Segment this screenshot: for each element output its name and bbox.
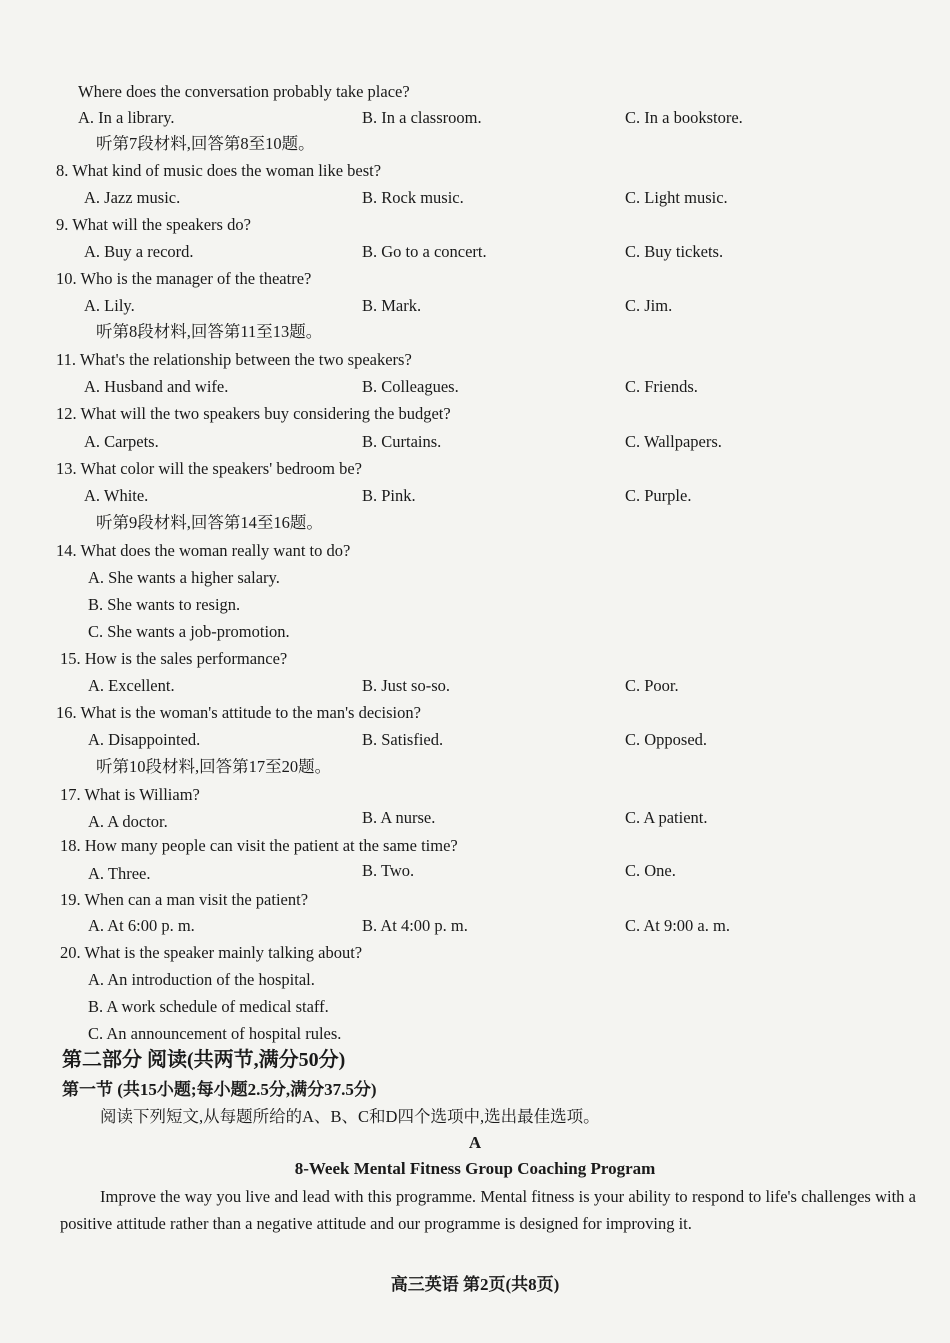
q8-option-c: C. Light music.	[625, 188, 728, 207]
q19-option-b: B. At 4:00 p. m.	[362, 916, 468, 935]
question-7-stem: Where does the conversation probably take place?	[78, 82, 410, 101]
q18-option-b: B. Two.	[362, 861, 415, 880]
material-9-instruction: 听第9段材料,回答第14至16题。	[96, 513, 323, 532]
question-15-stem: 15. How is the sales performance?	[60, 649, 288, 668]
q7-option-c: C. In a bookstore.	[625, 108, 743, 127]
q12-option-a: A. Carpets.	[84, 432, 159, 451]
question-18-stem: 18. How many people can visit the patient at the same time?	[60, 836, 458, 855]
q18-option-c: C. One.	[625, 861, 676, 880]
page-footer: 高三英语 第2页(共8页)	[390, 1275, 560, 1294]
question-11-stem: 11. What's the relationship between the two speakers?	[56, 350, 412, 369]
q12-option-c: C. Wallpapers.	[625, 432, 722, 451]
q8-option-a: A. Jazz music.	[84, 188, 181, 207]
question-12-stem: 12. What will the two speakers buy considering the budget?	[56, 404, 451, 423]
q16-option-b: B. Satisfied.	[362, 730, 444, 749]
q20-option-c: C. An announcement of hospital rules.	[88, 1024, 342, 1043]
q10-option-b: B. Mark.	[362, 296, 422, 315]
q11-option-a: A. Husband and wife.	[84, 377, 229, 396]
q13-option-b: B. Pink.	[362, 486, 416, 505]
q7-option-a: A. In a library.	[78, 108, 175, 127]
q12-option-b: B. Curtains.	[362, 432, 442, 451]
q17-option-b: B. A nurse.	[362, 808, 436, 827]
q19-option-c: C. At 9:00 a. m.	[625, 916, 730, 935]
q7-option-b: B. In a classroom.	[362, 108, 482, 127]
q8-option-b: B. Rock music.	[362, 188, 464, 207]
question-13-stem: 13. What color will the speakers' bedroom be?	[56, 459, 362, 478]
q14-option-c: C. She wants a job-promotion.	[88, 622, 290, 641]
q15-option-b: B. Just so-so.	[362, 676, 451, 695]
question-19-stem: 19. When can a man visit the patient?	[60, 890, 309, 909]
q15-option-c: C. Poor.	[625, 676, 679, 695]
passage-paragraph: Improve the way you live and lead with this programme. Mental fitness is your ability to respond to life's challenges with a positive attitude rather than a negative attitude and our programme is designed for improving it.	[60, 1187, 916, 1233]
q11-option-b: B. Colleagues.	[362, 377, 459, 396]
q13-option-c: C. Purple.	[625, 486, 692, 505]
q16-option-c: C. Opposed.	[625, 730, 708, 749]
material-10-instruction: 听第10段材料,回答第17至20题。	[96, 757, 332, 776]
material-8-instruction: 听第8段材料,回答第11至13题。	[96, 322, 323, 341]
q17-option-c: C. A patient.	[625, 808, 708, 827]
material-7-instruction: 听第7段材料,回答第8至10题。	[96, 134, 315, 153]
q20-option-a: A. An introduction of the hospital.	[88, 970, 315, 989]
q16-option-a: A. Disappointed.	[88, 730, 201, 749]
q14-option-b: B. She wants to resign.	[88, 595, 241, 614]
q9-option-c: C. Buy tickets.	[625, 242, 724, 261]
section-one-heading: 第一节 (共15小题;每小题2.5分,满分37.5分)	[62, 1080, 377, 1099]
question-20-stem: 20. What is the speaker mainly talking about?	[60, 943, 363, 962]
question-14-stem: 14. What does the woman really want to do?	[56, 541, 351, 560]
q13-option-a: A. White.	[84, 486, 149, 505]
part-two-heading: 第二部分 阅读(共两节,满分50分)	[62, 1049, 346, 1071]
q19-option-a: A. At 6:00 p. m.	[88, 916, 195, 935]
passage-title: 8-Week Mental Fitness Group Coaching Program	[294, 1159, 656, 1178]
reading-instruction: 阅读下列短文,从每题所给的A、B、C和D四个选项中,选出最佳选项。	[100, 1107, 600, 1126]
q10-option-a: A. Lily.	[84, 296, 135, 315]
question-16-stem: 16. What is the woman's attitude to the man's decision?	[56, 703, 421, 722]
q14-option-a: A. She wants a higher salary.	[88, 568, 280, 587]
q10-option-c: C. Jim.	[625, 296, 673, 315]
question-17-stem: 17. What is William?	[60, 785, 200, 804]
q17-option-a: A. A doctor.	[88, 812, 168, 831]
question-10-stem: 10. Who is the manager of the theatre?	[56, 269, 312, 288]
q15-option-a: A. Excellent.	[88, 676, 175, 695]
passage-label: A	[468, 1133, 482, 1152]
q20-option-b: B. A work schedule of medical staff.	[88, 997, 329, 1016]
q11-option-c: C. Friends.	[625, 377, 698, 396]
q18-option-a: A. Three.	[88, 864, 151, 883]
q9-option-b: B. Go to a concert.	[362, 242, 487, 261]
q9-option-a: A. Buy a record.	[84, 242, 194, 261]
question-9-stem: 9. What will the speakers do?	[56, 215, 251, 234]
question-8-stem: 8. What kind of music does the woman like best?	[56, 161, 382, 180]
